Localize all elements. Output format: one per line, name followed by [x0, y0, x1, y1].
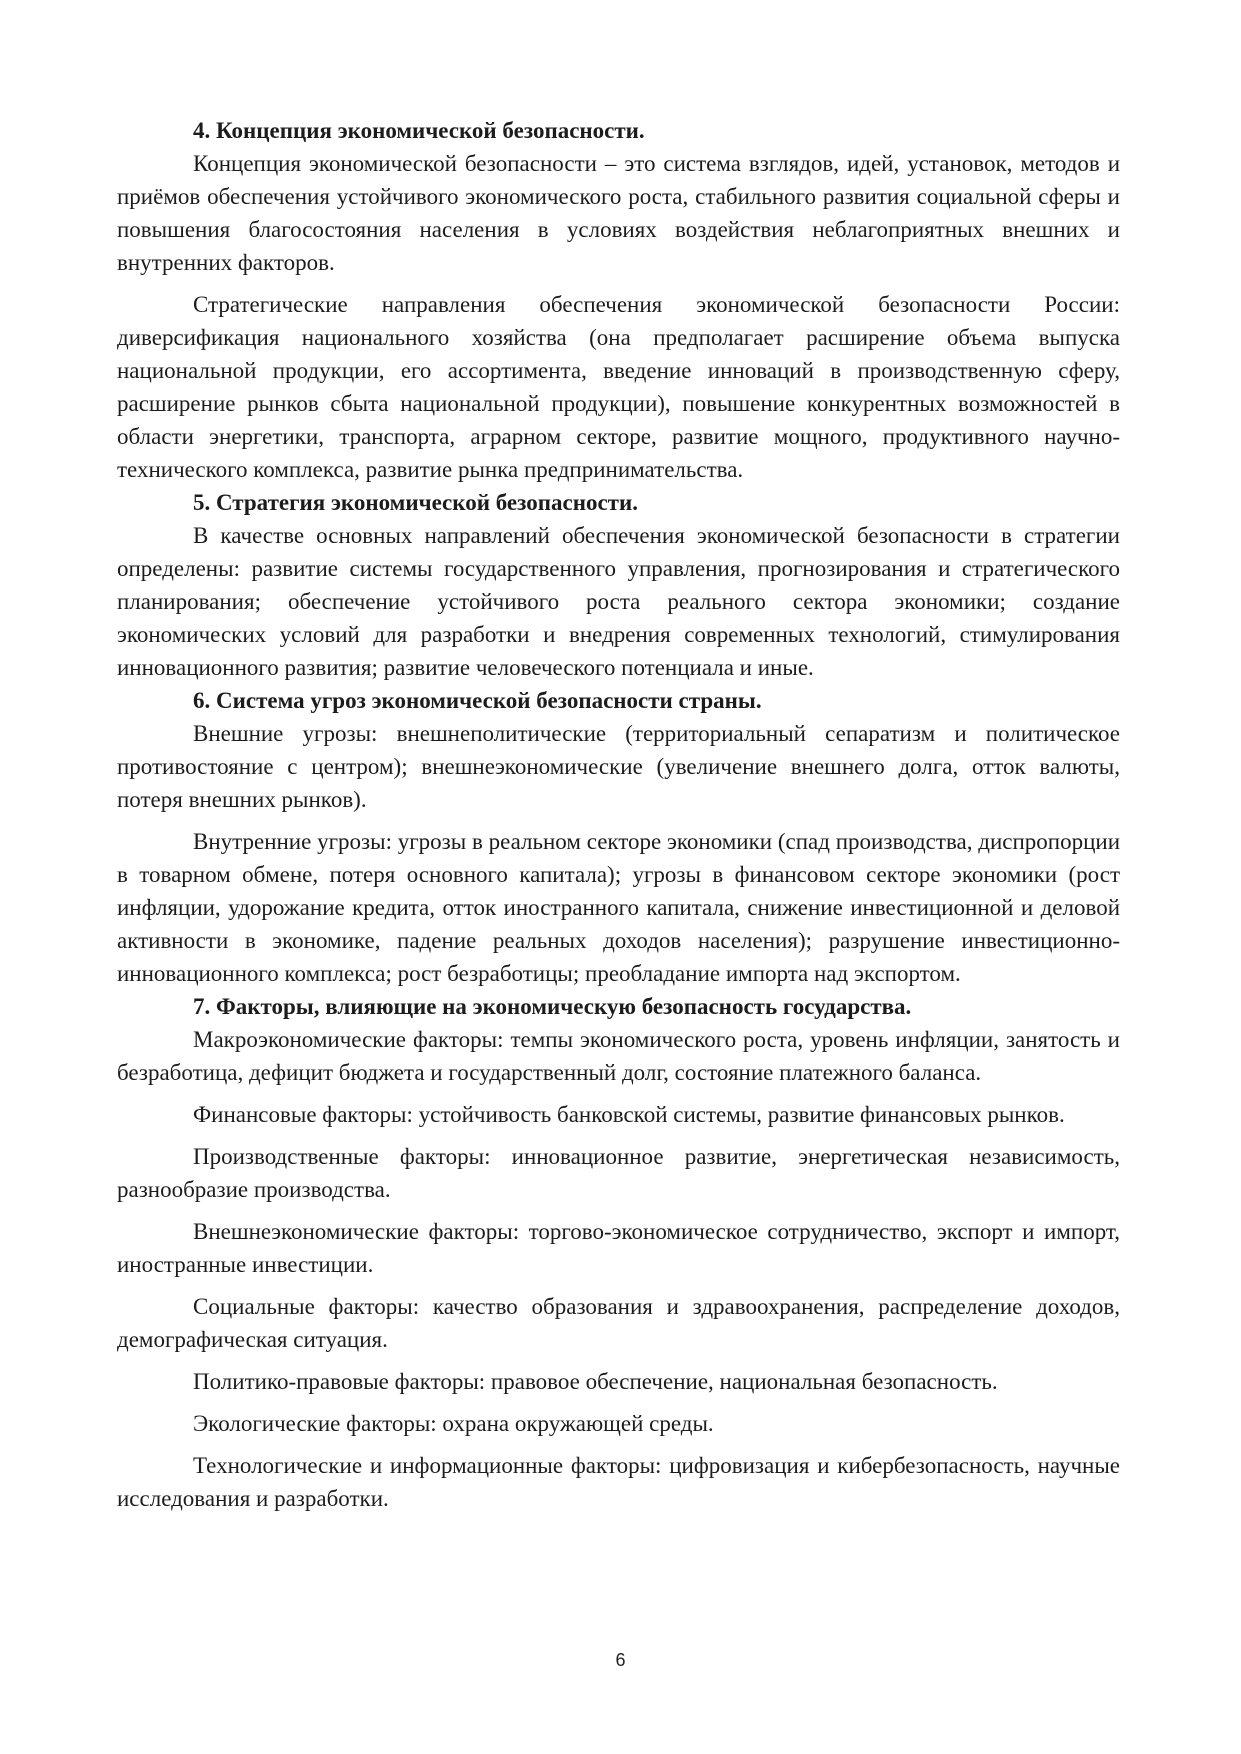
page-number: 6	[615, 1650, 626, 1670]
section-7-paragraph-social: Социальные факторы: качество образования и здравоохранения, распределение доходов, демографическая ситуация.	[117, 1294, 1120, 1352]
section-heading-4: 4. Концепция экономической безопасности.	[193, 118, 645, 143]
section-6-paragraph-internal: Внутренние угрозы: угрозы в реальном секторе экономики (спад производства, диспропорции в товарном обмене, потеря основного капитала); угрозы в финансовом секторе экономики (рост инфляции, удорожание кредита, отток иностранного капитала, снижение инвестиционной и деловой активности в экономике, падение реальных доходов населения); разрушение инвестиционно-инновационного комплекса; рост безработицы; преобладание импорта над экспортом.	[117, 829, 1120, 986]
section-6-paragraph-external: Внешние угрозы: внешнеполитические (территориальный сепаратизм и политическое противостояние с центром); внешнеэкономические (увеличение внешнего долга, отток валюты, потеря внешних рынков).	[117, 721, 1120, 812]
section-7-paragraph-financial: Финансовые факторы: устойчивость банковской системы, развитие финансовых рынков.	[193, 1102, 1065, 1127]
section-7-paragraph-macro: Макроэкономические факторы: темпы экономического роста, уровень инфляции, занятость и безработица, дефицит бюджета и государственный долг, состояние платежного баланса.	[117, 1027, 1120, 1085]
section-4-paragraph-concept: Концепция экономической безопасности – это система взглядов, идей, установок, методов и приёмов обеспечения устойчивого экономического роста, стабильного развития социальной сферы и повышения благосостояния населения в условиях воздействия неблагоприятных внешних и внутренних факторов.	[117, 151, 1120, 275]
section-heading-5: 5. Стратегия экономической безопасности.	[193, 490, 638, 515]
section-7-paragraph-political-legal: Политико-правовые факторы: правовое обеспечение, национальная безопасность.	[193, 1369, 998, 1394]
section-4-paragraph-directions: Стратегические направления обеспечения экономической безопасности России: диверсификация национального хозяйства (она предполагает расширение объема выпуска национальной продукции, его ассортимента, введение инноваций в производственную сферу, расширение рынков сбыта национальной продукции), повышение конкурентных возможностей в области энергетики, транспорта, аграрном секторе, развитие мощного, продуктивного научно-технического комплекса, развитие рынка предпринимательства.	[117, 292, 1120, 482]
section-7-paragraph-technological: Технологические и информационные факторы: цифровизация и кибербезопасность, научные исследования и разработки.	[117, 1453, 1120, 1511]
section-heading-6: 6. Система угроз экономической безопасности страны.	[193, 688, 762, 713]
document-page	[117, 114, 1120, 1515]
section-heading-7: 7. Факторы, влияющие на экономическую безопасность государства.	[193, 994, 912, 1019]
section-7-paragraph-ecological: Экологические факторы: охрана окружающей среды.	[193, 1411, 714, 1436]
section-5-paragraph: В качестве основных направлений обеспечения экономической безопасности в стратегии определены: развитие системы государственного управления, прогнозирования и стратегического планирования; обеспечение устойчивого роста реального сектора экономики; создание экономических условий для разработки и внедрения современных технологий, стимулирования инновационного развития; развитие человеческого потенциала и иные.	[117, 523, 1120, 680]
section-7-paragraph-production: Производственные факторы: инновационное развитие, энергетическая независимость, разнообразие производства.	[117, 1144, 1120, 1202]
section-7-paragraph-foreign-economic: Внешнеэкономические факторы: торгово-экономическое сотрудничество, экспорт и импорт, иностранные инвестиции.	[117, 1219, 1120, 1277]
